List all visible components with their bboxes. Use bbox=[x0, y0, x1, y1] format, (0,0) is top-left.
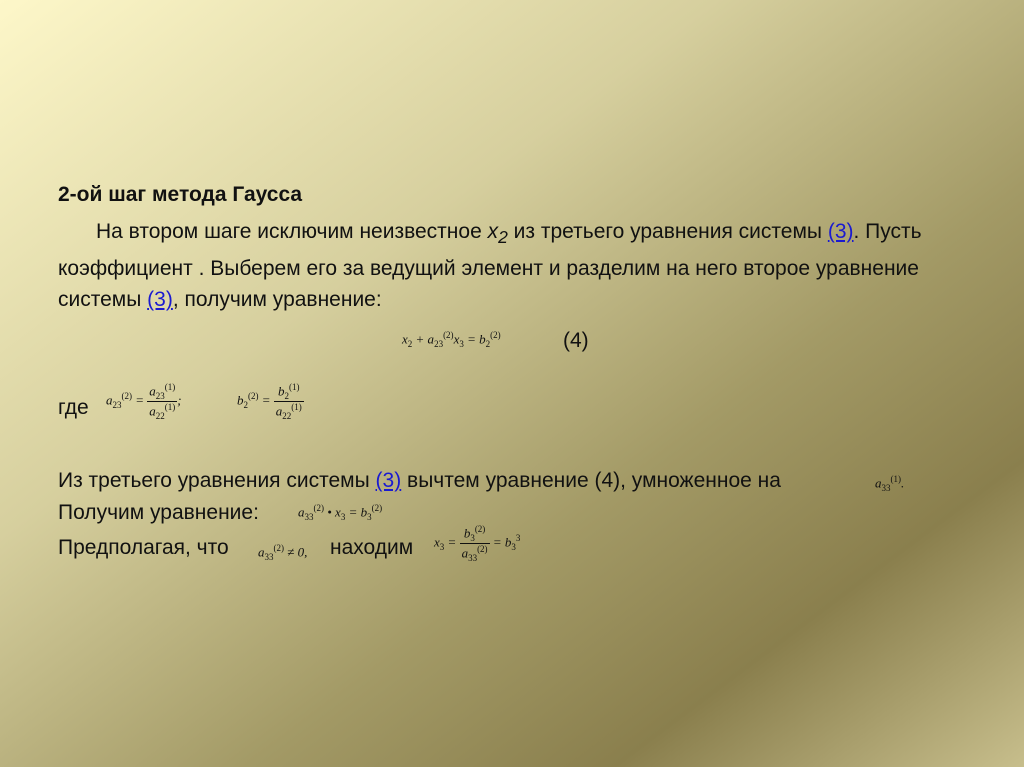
formula-b2: $b_2^{(2)}$ = $\frac{b_2^{(1)}}{a_{22}^{(1)}}$ bbox=[237, 382, 302, 421]
equation-a33-x3: $a_{33}^{(2)}$ • $x_3 = b_3^{(2)}$ bbox=[298, 503, 383, 522]
where-label: где bbox=[58, 396, 89, 419]
equation-4-number: (4) bbox=[563, 329, 589, 352]
slide-heading: 2-ой шаг метода Гаусса bbox=[58, 183, 303, 206]
system-3-link-1[interactable]: (3) bbox=[827, 220, 854, 243]
system-3-link-3[interactable]: (3) bbox=[375, 469, 402, 492]
para-text-3: . Пусть коэффициент . Выберем его за ведущий элемент и разделим на него второе уравнение системы bbox=[58, 220, 922, 312]
find-label: находим bbox=[330, 536, 414, 559]
coef-a33: $a_{33}^{(1)}$. bbox=[875, 474, 905, 493]
intro-paragraph bbox=[58, 216, 978, 315]
para-text-4: , получим уравнение: bbox=[172, 288, 382, 312]
system-3-link-2[interactable]: (3) bbox=[147, 288, 173, 312]
para-text-1: На втором шаге исключим неизвестное bbox=[96, 220, 488, 243]
formula-x3: $x_3$ = $\frac{b_3^{(2)}}{a_{33}^{(2)}}$ = $b_3^3$ bbox=[434, 524, 521, 563]
var-x2: $x_2$ bbox=[487, 220, 508, 248]
subtract-line: Из третьего уравнения системы (3) вычтем уравнение (4), умноженное на bbox=[58, 469, 781, 492]
condition-a33: $a_{33}^{(2)} \ne 0$, bbox=[258, 543, 308, 562]
equation-4: $x_2 + a_{23}^{(2)}x_3 = b_2^{(2)}$ bbox=[402, 330, 501, 349]
para-text-2: из третьего уравнения системы bbox=[507, 220, 828, 243]
formula-a23: $a_{23}^{(2)}$ = $\frac{a_{23}^{(1)}}{a_{22}^{(1)}}$ ; bbox=[106, 382, 182, 421]
obtain-line: Получим уравнение: bbox=[58, 501, 259, 524]
assuming-label: Предполагая, что bbox=[58, 536, 229, 559]
